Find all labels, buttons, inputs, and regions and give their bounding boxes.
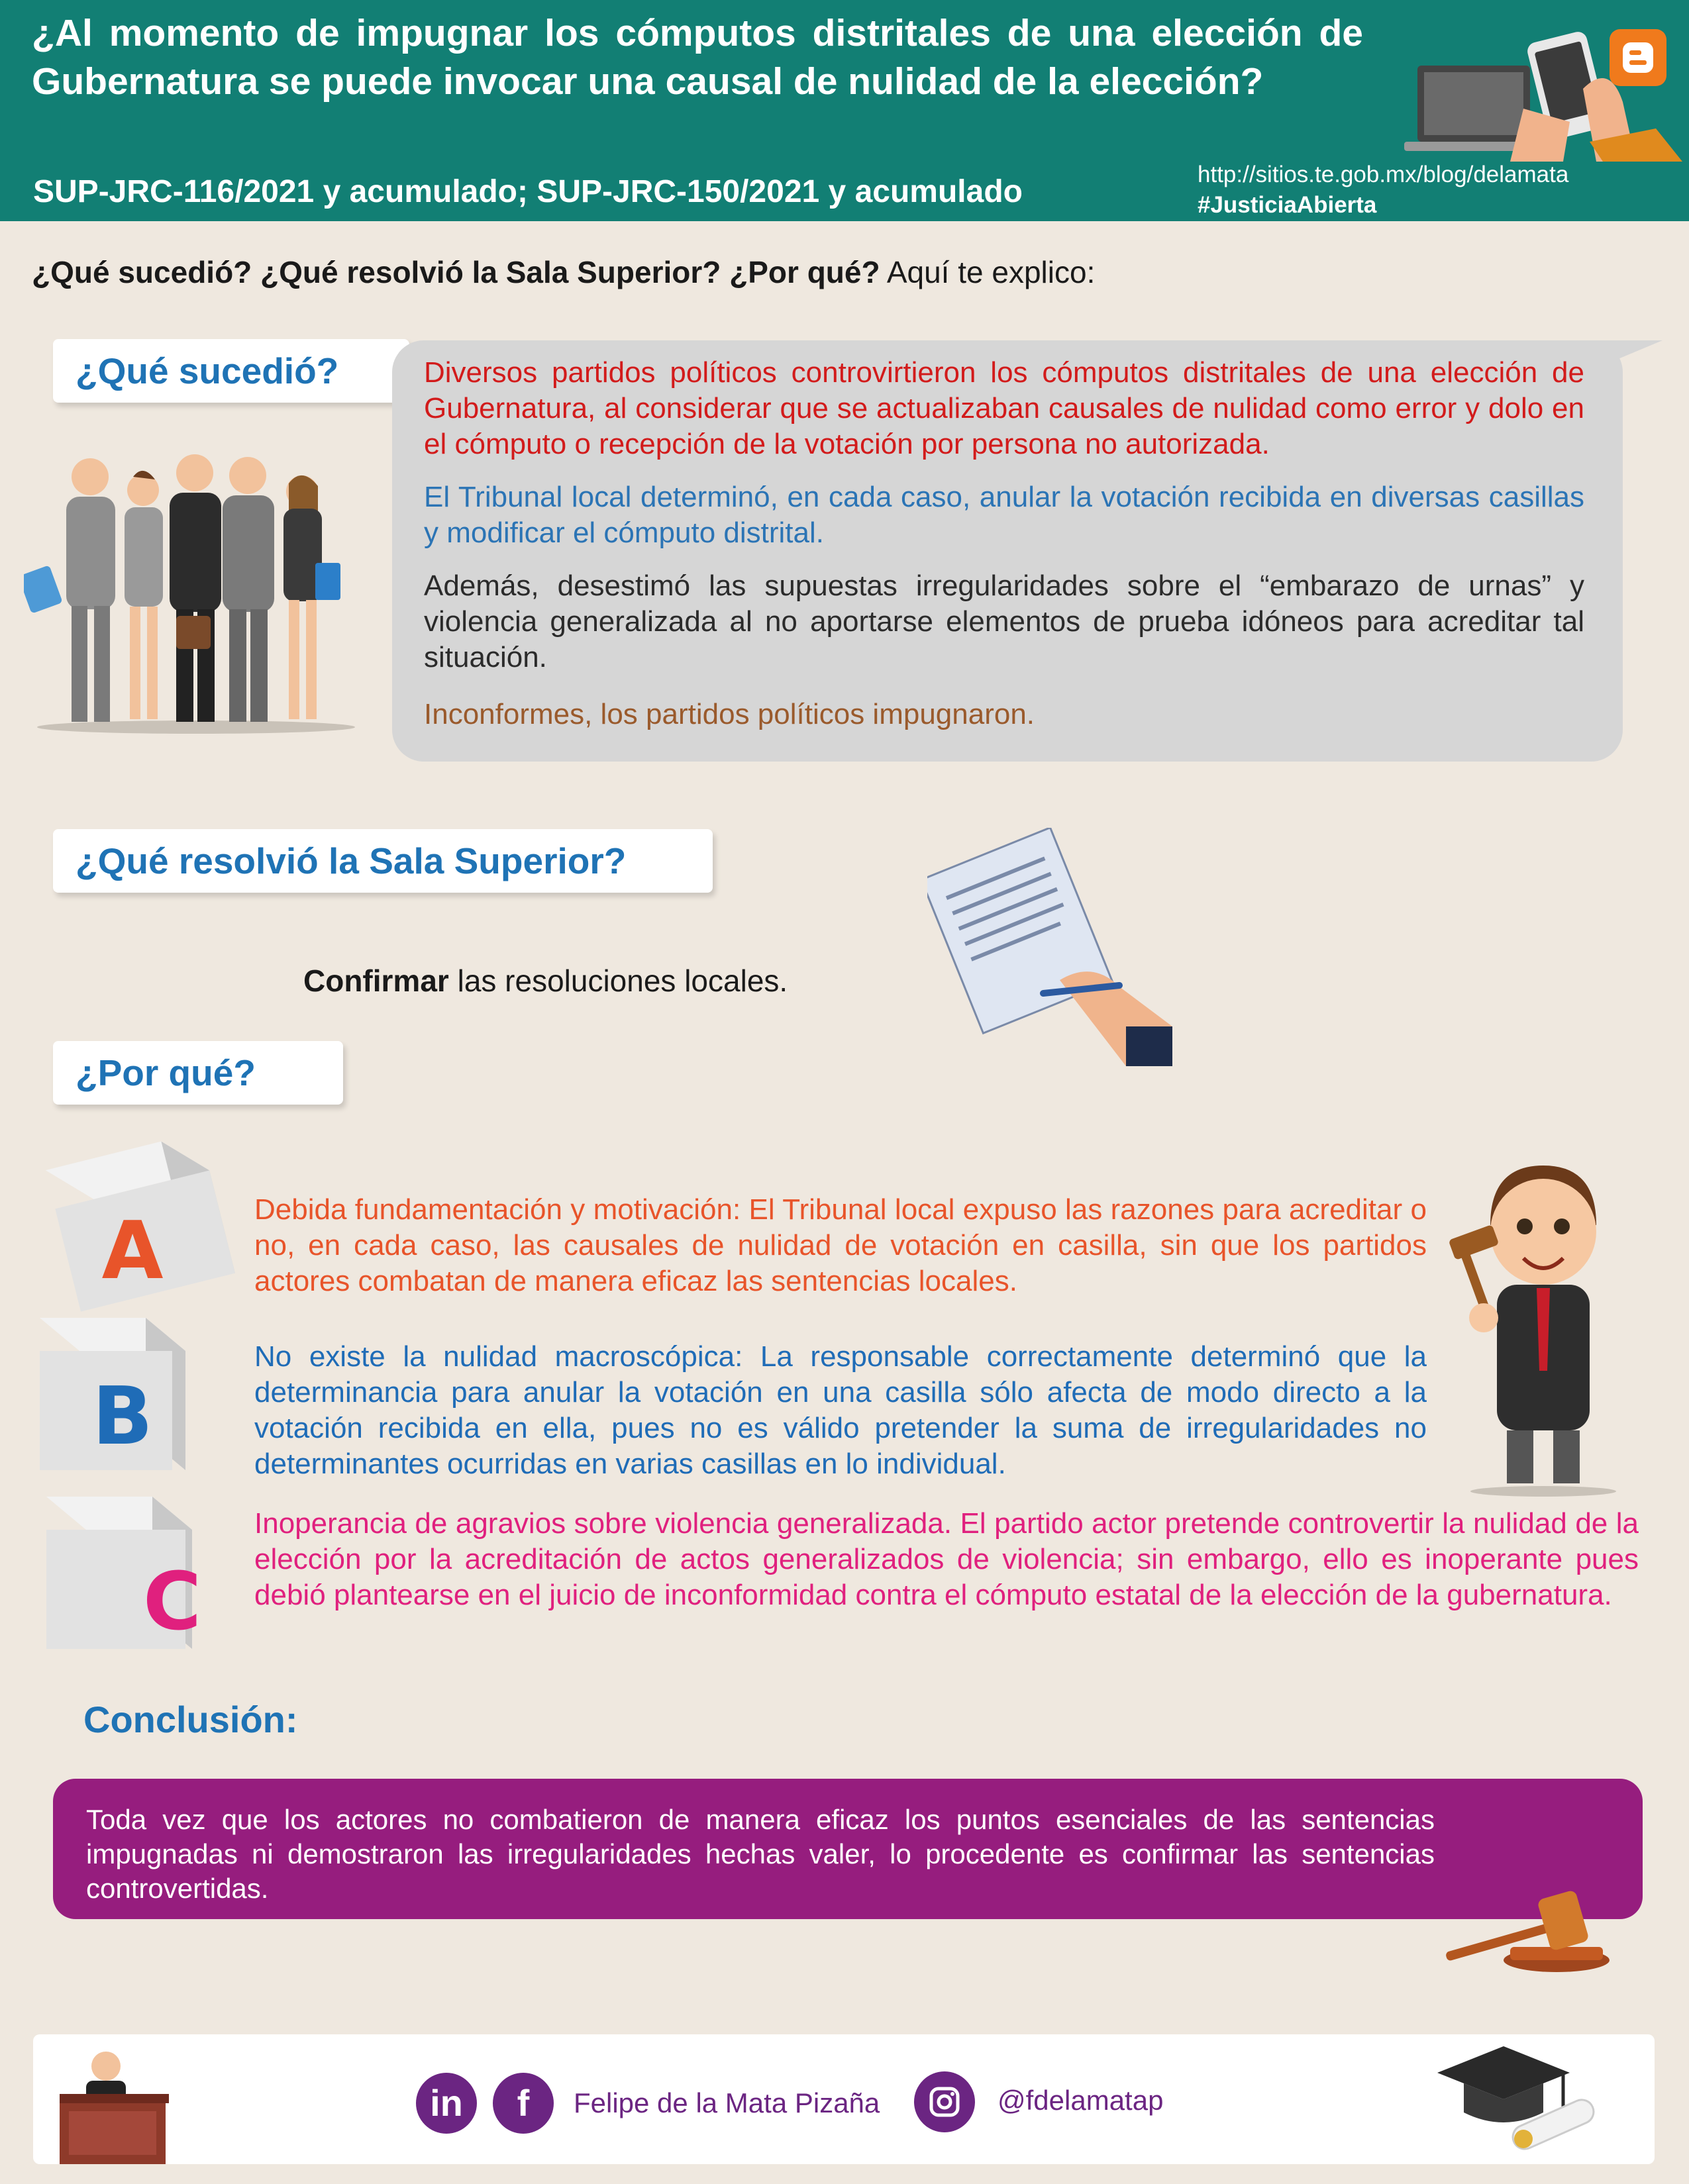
graduation-cap-icon bbox=[1431, 2046, 1603, 2152]
intro-text: Aquí te explico: bbox=[880, 255, 1096, 289]
conclusion-title: Conclusión: bbox=[83, 1699, 298, 1740]
instagram-handle[interactable]: @fdelamatap bbox=[998, 2085, 1164, 2116]
resolution-rest: las resoluciones locales. bbox=[448, 964, 788, 998]
hashtag: #JusticiaAbierta bbox=[1198, 192, 1377, 218]
facebook-icon[interactable]: f bbox=[493, 2073, 554, 2134]
abc-blocks-illustration bbox=[20, 1126, 238, 1669]
sucedio-paragraph-4: Inconformes, los partidos políticos impugnaron. bbox=[424, 698, 1035, 730]
block-a-letter: A bbox=[101, 1205, 164, 1297]
gavel-icon bbox=[1444, 1881, 1629, 1980]
conclusion-text: Toda vez que los actores no combatieron de manera eficaz los puntos esenciales de las sentencias impugnadas ni demostraron las irregularidades hechas valer, lo procedente es confirmar las sentencias controvertidas. bbox=[86, 1804, 1435, 1904]
instagram-icon[interactable] bbox=[914, 2071, 975, 2132]
conclusion-box bbox=[53, 1779, 1643, 1919]
intro-line bbox=[32, 254, 1095, 290]
reason-c-text: Inoperancia de agravios sobre violencia generalizada. El partido actor pretende controvertir la nulidad de la elección por la acreditación de actos generalizados de violencia; sin embargo, ello es inoperante pues debió plantearse en el juicio de inconformidad contra el cómputo estatal de la elección de la gubernatura. bbox=[254, 1507, 1639, 1611]
page-title: ¿Al momento de impugnar los cómputos distritales de una elección de Gubernatura se puede invocar una causal de nulidad de la elección? bbox=[32, 12, 1363, 103]
sucedio-paragraph-1: Diversos partidos políticos controvirtieron los cómputos distritales de una elección de Gubernatura, al considerar que se actualizaban causales de nulidad como error y dolo en el cómputo o recepción de la votación por persona no autorizada. bbox=[424, 356, 1584, 460]
judge-boy-illustration bbox=[1444, 1152, 1643, 1497]
linkedin-icon[interactable]: in bbox=[416, 2073, 477, 2134]
block-b-letter: B bbox=[92, 1371, 153, 1463]
block-c-letter: C bbox=[142, 1556, 202, 1648]
section-title-sucedio: ¿Qué sucedió? bbox=[53, 339, 409, 403]
sucedio-paragraph-3: Además, desestimó las supuestas irregularidades sobre el “embarazo de urnas” y violencia generalizada al no aportarse elementos de prueba idóneos para acreditar tal situación. bbox=[424, 570, 1584, 673]
reason-a-text: Debida fundamentación y motivación: El Tribunal local expuso las razones para acreditar o no, en cada caso, las causales de nulidad de votación en casilla, sin que los partidos actores combatan de manera eficaz las sentencias locales. bbox=[254, 1193, 1427, 1297]
blogger-icon[interactable] bbox=[1610, 29, 1666, 86]
judge-podium-icon bbox=[60, 2048, 172, 2164]
bubble-tail bbox=[1590, 340, 1663, 371]
case-reference: SUP-JRC-116/2021 y acumulado; SUP-JRC-150/2021 y acumulado bbox=[33, 174, 1023, 209]
author-name: Felipe de la Mata Pizaña bbox=[574, 2087, 880, 2118]
business-people-illustration bbox=[24, 450, 368, 735]
blog-link[interactable]: http://sitios.te.gob.mx/blog/delamata bbox=[1198, 162, 1569, 187]
resolution-verb: Confirmar bbox=[303, 964, 449, 998]
section-title-porque: ¿Por qué? bbox=[53, 1041, 343, 1105]
sucedio-speech-bubble bbox=[392, 340, 1623, 762]
reason-b-text: No existe la nulidad macroscópica: La responsable correctamente determinó que la determinancia para anular la votación en una casilla sólo afecta de modo directo a la votación recibida en ella, pues no es válido pretender la suma de irregularidades no determinantes ocurridas en varias casillas en lo individual. bbox=[254, 1340, 1427, 1480]
sucedio-paragraph-2: El Tribunal local determinó, en cada caso, anular la votación recibida en diversas casillas y modificar el cómputo distrital. bbox=[424, 481, 1584, 549]
intro-questions: ¿Qué sucedió? ¿Qué resolvió la Sala Superior? ¿Por qué? bbox=[32, 255, 880, 289]
section-title-resolvio: ¿Qué resolvió la Sala Superior? bbox=[53, 829, 713, 893]
resolution-text bbox=[303, 963, 788, 999]
document-signing-icon bbox=[927, 828, 1172, 1066]
